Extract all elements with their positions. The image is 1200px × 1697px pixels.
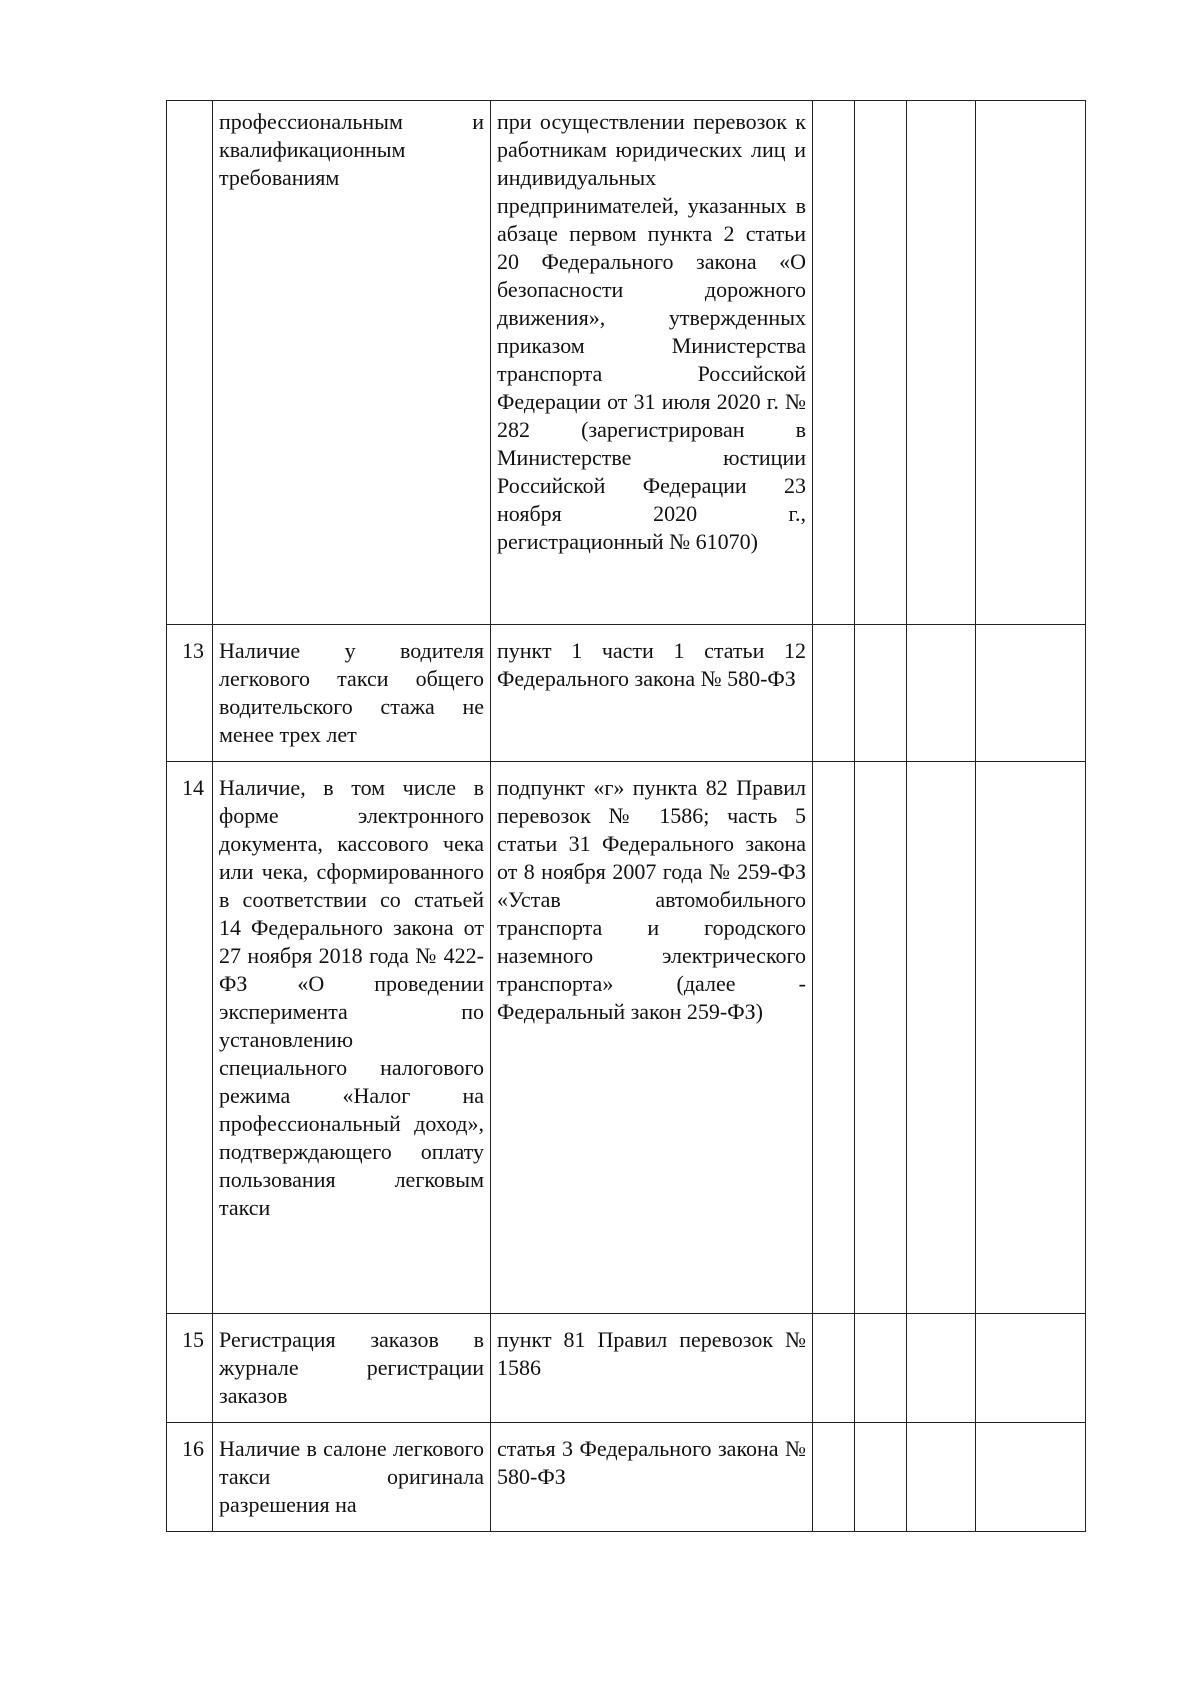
empty-cell (907, 101, 976, 625)
empty-cell (907, 762, 976, 1314)
reference-cell (491, 1423, 813, 1532)
table-row (167, 101, 1086, 625)
empty-cell (855, 1423, 907, 1532)
empty-cell (855, 1314, 907, 1423)
table-row (167, 625, 1086, 762)
reference-cell (491, 625, 813, 762)
empty-cell (907, 625, 976, 762)
empty-cell (813, 625, 855, 762)
row-number: 15 (167, 1314, 213, 1423)
row-number: 13 (167, 625, 213, 762)
requirement-cell (213, 101, 491, 625)
row-number: 16 (167, 1423, 213, 1532)
empty-cell (976, 625, 1086, 762)
empty-cell (813, 1423, 855, 1532)
requirement-text: Наличие у водителя легкового такси общего водительского стажа не менее трех лет (219, 638, 484, 747)
reference-cell (491, 762, 813, 1314)
empty-cell (813, 101, 855, 625)
empty-cell (976, 762, 1086, 1314)
reference-text: статья 3 Федерального закона № 580-ФЗ (497, 1436, 806, 1489)
empty-cell (813, 762, 855, 1314)
requirement-text: Наличие в салоне легкового такси оригинала разрешения на (219, 1436, 484, 1517)
empty-cell (976, 1423, 1086, 1532)
empty-cell (855, 625, 907, 762)
empty-cell (855, 101, 907, 625)
empty-cell (976, 1314, 1086, 1423)
requirement-cell (213, 1314, 491, 1423)
requirement-cell (213, 625, 491, 762)
requirement-text: профессиональным и квалификационным требованиям (219, 109, 484, 190)
reference-cell (491, 1314, 813, 1423)
empty-cell (976, 101, 1086, 625)
reference-cell (491, 101, 813, 625)
reference-text: пункт 1 части 1 статьи 12 Федерального закона № 580-ФЗ (497, 638, 806, 691)
requirement-cell (213, 1423, 491, 1532)
table-row (167, 1423, 1086, 1532)
empty-cell (813, 1314, 855, 1423)
row-number: 14 (167, 762, 213, 1314)
table-row (167, 762, 1086, 1314)
empty-cell (855, 762, 907, 1314)
reference-text: пункт 81 Правил перевозок № 1586 (497, 1327, 806, 1380)
reference-text: при осуществлении перевозок к работникам юридических лиц и индивидуальных предпринимателей, указанных в абзаце первом пункта 2 статьи 20 Федерального закона «О безопасности дорожного движения», утвержденных приказом Министерства транспорта Российской Федерации от 31 июля 2020 г. № 282 (зарегистрирован в Министерстве юстиции Российской Федерации 23 ноября 2020 г., регистрационный № 61070) (497, 109, 806, 554)
requirement-text: Регистрация заказов в журнале регистрации заказов (219, 1327, 484, 1408)
empty-cell (907, 1423, 976, 1532)
checklist-table (166, 100, 1086, 1532)
row-number (167, 101, 213, 625)
requirement-text: Наличие, в том числе в форме электронного документа, кассового чека или чека, сформированного в соответствии со статьей 14 Федерального закона от 27 ноября 2018 года № 422-ФЗ «О проведении эксперимента по установлению специального налогового режима «Налог на профессиональный доход», подтверждающего оплату пользования легковым такси (219, 775, 484, 1220)
requirement-cell (213, 762, 491, 1314)
empty-cell (907, 1314, 976, 1423)
table-row (167, 1314, 1086, 1423)
reference-text: подпункт «г» пункта 82 Правил перевозок № 1586; часть 5 статьи 31 Федерального закона от 8 ноября 2007 года № 259-ФЗ «Устав автомобильного транспорта и городского наземного электрического транспорта» (далее - Федеральный закон 259-ФЗ) (497, 775, 806, 1024)
